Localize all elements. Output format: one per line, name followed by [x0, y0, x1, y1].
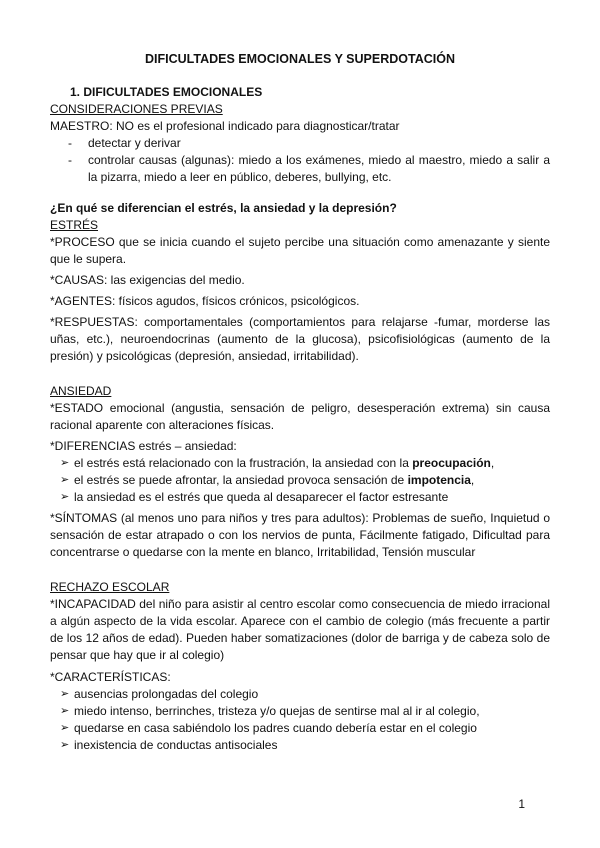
dash-bullet: -	[68, 136, 72, 150]
list-item: - controlar causas (algunas): miedo a los exámenes, miedo al maestro, miedo a salir a la pizarra, miedo a leer en público, deberes, bullying, etc.	[68, 153, 550, 184]
maestro-line: MAESTRO: NO es el profesional indicado para diagnosticar/tratar	[50, 119, 400, 133]
question-heading: ¿En qué se diferencian el estrés, la ansiedad y la depresión?	[50, 201, 397, 215]
paragraph: *CARACTERÍSTICAS:	[50, 670, 171, 684]
document-body	[50, 84, 550, 754]
arrow-bullet-icon: ➢	[60, 457, 70, 469]
paragraph: *ESTADO emocional (angustia, sensación de peligro, desesperación extrema) sin causa racional aparente con alteraciones físicas.	[50, 401, 550, 432]
paragraph: *INCAPACIDAD del niño para asistir al centro escolar como consecuencia de miedo irracional a algún aspecto de la vida escolar. Aparece con el cambio de colegio (más frecuente a partir de los 12 años de edad). Pueden haber somatizaciones (dolor de barriga y de cabeza solo de pensar que hay que ir al colegio)	[50, 597, 550, 662]
subheading-ansiedad: ANSIEDAD	[50, 384, 112, 398]
arrow-bullet-icon: ➢	[60, 739, 70, 751]
list-item: ➢ ausencias prolongadas del colegio	[60, 687, 259, 701]
arrow-bullet-icon: ➢	[60, 705, 70, 717]
arrow-bullet-icon: ➢	[60, 688, 70, 700]
subheading-consideraciones: CONSIDERACIONES PREVIAS	[50, 102, 223, 116]
page-number: 1	[518, 797, 525, 811]
subheading-rechazo: RECHAZO ESCOLAR	[50, 580, 170, 594]
paragraph: *AGENTES: físicos agudos, físicos crónicos, psicológicos.	[50, 294, 360, 308]
paragraph: *PROCESO que se inicia cuando el sujeto percibe una situación como amenazante y siente que le supera.	[50, 235, 550, 266]
list-item: ➢ el estrés se puede afrontar, la ansiedad provoca sensación de impotencia,	[60, 473, 475, 487]
list-item: ➢ quedarse en casa sabiéndolo los padres cuando debería estar en el colegio	[60, 721, 477, 735]
section-heading: 1. DIFICULTADES EMOCIONALES	[70, 85, 263, 99]
paragraph: *SÍNTOMAS (al menos uno para niños y tres para adultos): Problemas de sueño, Inquietud o sensación de estar atrapado o con los nervios de punta, Fácilmente fatigado, Dificultad para concentrarse o quedarse con la mente en blanco, Irritabilidad, Tensión muscular	[50, 511, 550, 559]
list-item: ➢ inexistencia de conductas antisociales	[60, 738, 278, 752]
paragraph: *CAUSAS: las exigencias del medio.	[50, 273, 245, 287]
list-item: ➢ el estrés está relacionado con la frustración, la ansiedad con la preocupación,	[60, 456, 495, 470]
subheading-estres: ESTRÉS	[50, 218, 99, 232]
dash-bullet: -	[68, 153, 72, 167]
arrow-bullet-icon: ➢	[60, 722, 70, 734]
list-item: ➢ la ansiedad es el estrés que queda al desaparecer el factor estresante	[60, 490, 449, 504]
paragraph: *RESPUESTAS: comportamentales (comportamientos para relajarse -fumar, morderse las uñas, etc.), neuroendocrinas (aumento de la glucosa), psicofisiológicas (aumento de la presión) y psicológicas (depresión, ansiedad, irritabilidad).	[50, 315, 550, 363]
page-title: DIFICULTADES EMOCIONALES Y SUPERDOTACIÓN	[145, 52, 455, 66]
paragraph: *DIFERENCIAS estrés – ansiedad:	[50, 439, 237, 453]
arrow-bullet-icon: ➢	[60, 491, 70, 503]
list-item: ➢ miedo intenso, berrinches, tristeza y/o quejas de sentirse mal al ir al colegio,	[60, 704, 480, 718]
list-item: - detectar y derivar	[68, 136, 181, 150]
arrow-bullet-icon: ➢	[60, 474, 70, 486]
